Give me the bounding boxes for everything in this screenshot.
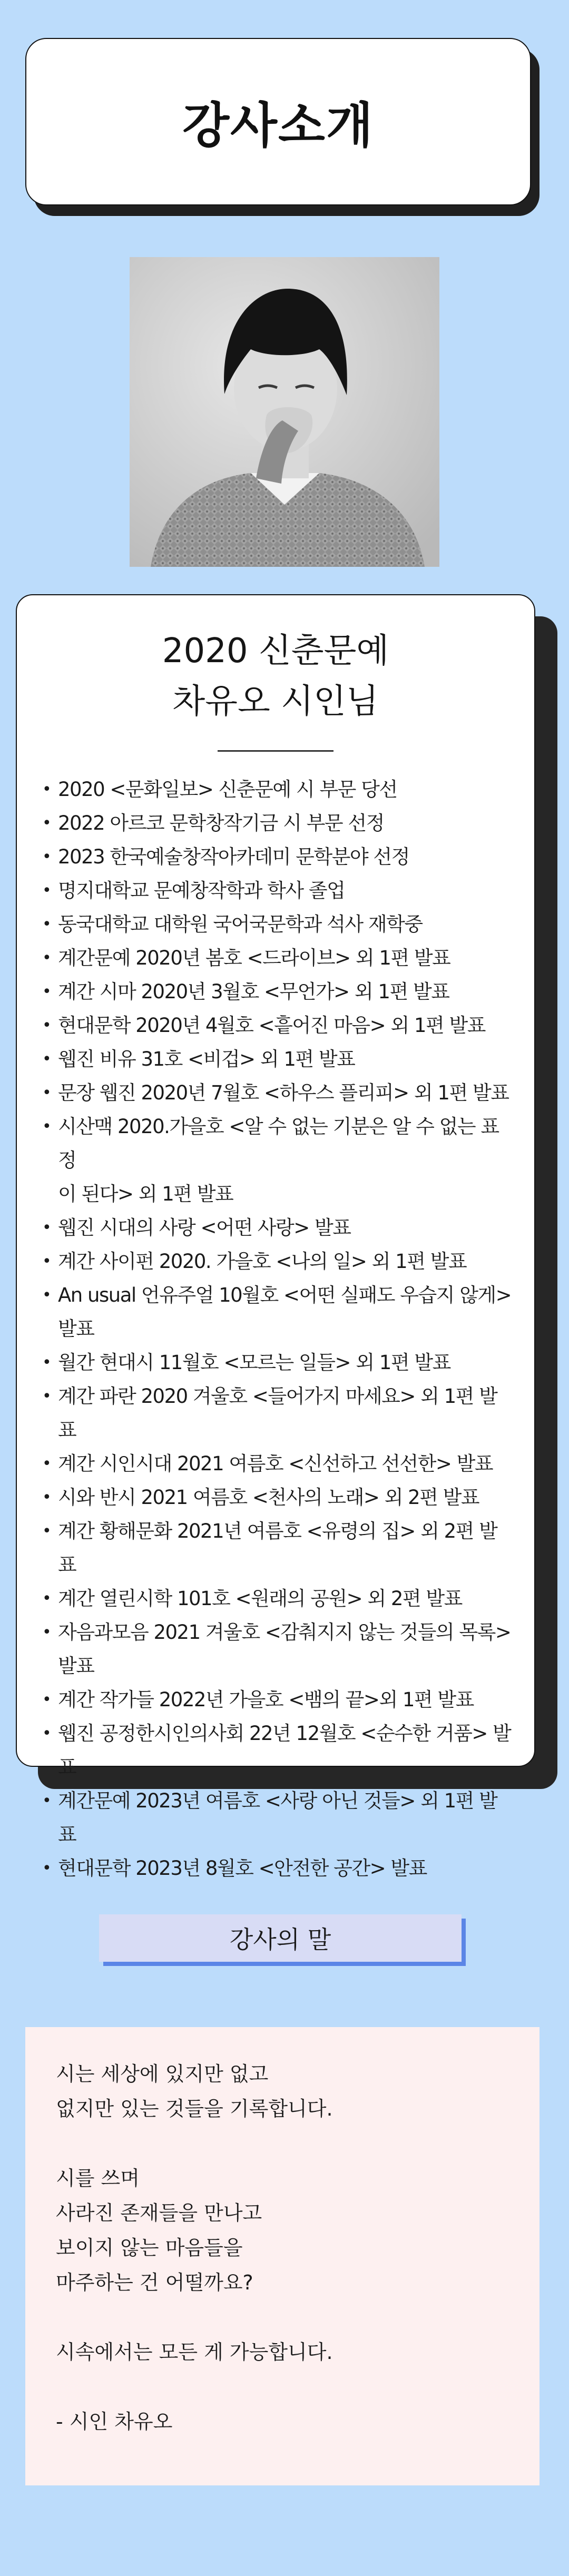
career-item-text: 웹진 비유 31호 <비겁> 외 1편 발표 [58, 1048, 355, 1070]
quote-line: 보이지 않는 마음들을 [56, 2236, 243, 2259]
quote-line [56, 2300, 509, 2335]
career-item-text: 웹진 공정한시인의사회 22년 12월호 <순수한 거품> 발표 [58, 1722, 511, 1778]
career-item-text: 시산맥 2020.가을호 <알 수 없는 기분은 알 수 없는 표정 [58, 1115, 499, 1172]
career-item-text: 동국대학교 대학원 국어국문학과 석사 재학중 [58, 913, 423, 936]
career-item-text: 2022 아르코 문학창작기금 시 부문 선정 [58, 812, 384, 834]
bullet-icon: • [42, 1488, 51, 1507]
instructor-name-block [17, 626, 534, 727]
bullet-icon: • [42, 1792, 51, 1810]
bullet-icon: • [42, 1084, 51, 1102]
words-heading: 강사의 말 [99, 1914, 462, 1962]
quote-line [56, 2369, 509, 2404]
career-item-text: 명지대학교 문예창작학과 학사 졸업 [58, 879, 345, 902]
career-item [42, 941, 513, 975]
career-item [42, 1447, 513, 1481]
instructor-award: 2020 신춘문예 [162, 632, 389, 671]
career-item-text: 계간 파란 2020 겨울호 <들어가지 마세요> 외 1편 발표 [58, 1385, 497, 1441]
career-item-text: 계간문예 2020년 봄호 <드라이브> 외 1편 발표 [58, 947, 450, 969]
career-item [42, 1043, 513, 1076]
instructor-photo [130, 257, 439, 567]
bullet-icon: • [42, 1016, 51, 1035]
bullet-icon: • [42, 1252, 51, 1271]
bullet-icon: • [42, 1859, 51, 1877]
instructor-portrait-image [130, 257, 439, 567]
divider [218, 750, 333, 752]
bullet-icon: • [42, 1387, 51, 1405]
bullet-icon: • [42, 848, 51, 866]
career-item [42, 1515, 513, 1582]
bullet-icon: • [42, 1353, 51, 1372]
bullet-icon: • [42, 1050, 51, 1068]
bullet-icon: • [42, 949, 51, 967]
bullet-icon: • [42, 1589, 51, 1608]
quote-line: 사라진 존재들을 만나고 [56, 2201, 262, 2225]
career-item [42, 975, 513, 1009]
career-item [42, 1110, 513, 1211]
bullet-icon: • [42, 1117, 51, 1136]
career-item-text: 계간문예 2023년 여름호 <사랑 아닌 것들> 외 1편 발표 [58, 1790, 497, 1846]
career-item-text: 계간 황해문화 2021년 여름호 <유령의 집> 외 2편 발표 [58, 1520, 497, 1576]
career-item-text: 계간 작가들 2022년 가을호 <뱀의 끝>외 1편 발표 [58, 1688, 474, 1711]
career-item-text: An usual 언유주얼 10월호 <어떤 실패도 우습지 않게> [58, 1284, 512, 1306]
quote-line: - 시인 차유오 [56, 2410, 173, 2433]
quote-line: 시는 세상에 있지만 없고 [56, 2062, 269, 2086]
career-item-text: 웹진 시대의 사랑 <어떤 사랑> 발표 [58, 1216, 351, 1239]
bullet-icon: • [42, 1690, 51, 1709]
career-item-text: 현대문학 2020년 4월호 <흩어진 마음> 외 1편 발표 [58, 1014, 485, 1037]
title-card-wrapper [25, 38, 542, 216]
bullet-icon: • [42, 1218, 51, 1237]
career-item [42, 840, 513, 874]
bullet-icon: • [42, 1454, 51, 1473]
career-item [42, 1852, 513, 1885]
bullet-icon: • [42, 881, 51, 900]
profile-card [16, 594, 535, 1880]
words-heading-wrapper [99, 1914, 466, 1967]
bullet-icon: • [42, 814, 51, 832]
career-item [42, 1582, 513, 1616]
quote-line: 시속에서는 모든 게 가능합니다. [56, 2341, 333, 2364]
quote-line: 없지만 있는 것들을 기록합니다. [56, 2097, 333, 2120]
career-item-text: 시와 반시 2021 여름호 <천사의 노래> 외 2편 발표 [58, 1486, 479, 1509]
career-item-text: 발표 [58, 1318, 94, 1340]
title-card [25, 38, 531, 205]
career-item-text: 2023 한국예술창작아카데미 문학분야 선정 [58, 845, 409, 868]
career-item-text: 이 된다> 외 1편 발표 [58, 1183, 233, 1205]
career-item-text: 문장 웹진 2020년 7월호 <하우스 플리피> 외 1편 발표 [58, 1081, 509, 1104]
career-item [42, 807, 513, 840]
career-item-text: 발표 [58, 1655, 94, 1677]
career-item [42, 1279, 513, 1346]
profile-card-wrapper [16, 594, 558, 1880]
career-item [42, 1380, 513, 1447]
bullet-icon: • [42, 780, 51, 799]
career-item-text: 현대문학 2023년 8월호 <안전한 공간> 발표 [58, 1857, 427, 1880]
career-item-text: 2020 <문화일보> 신춘문예 시 부문 당선 [58, 778, 397, 801]
career-item [42, 1211, 513, 1245]
career-item [42, 1616, 513, 1683]
career-item [42, 773, 513, 807]
career-item-text: 계간 사이펀 2020. 가을호 <나의 일> 외 1편 발표 [58, 1250, 467, 1273]
bullet-icon: • [42, 1724, 51, 1743]
career-item [42, 1346, 513, 1380]
career-item [42, 1784, 513, 1852]
career-item-text: 계간 시인시대 2021 여름호 <신선하고 선선한> 발표 [58, 1452, 493, 1475]
quote-line [56, 2126, 509, 2161]
instructor-name: 차유오 시인님 [172, 682, 379, 721]
career-item-text: 계간 열린시학 101호 <원래의 공원> 외 2편 발표 [58, 1587, 462, 1610]
bullet-icon: • [42, 1522, 51, 1540]
quote-line: 시를 쓰며 [56, 2167, 140, 2190]
quote-line: 마주하는 건 어떨까요? [56, 2271, 253, 2294]
career-list [17, 773, 534, 1885]
career-item [42, 1076, 513, 1110]
career-item [42, 1009, 513, 1043]
bullet-icon: • [42, 1623, 51, 1641]
page-title: 강사소개 [182, 97, 374, 154]
career-item [42, 908, 513, 941]
career-item-text: 월간 현대시 11월호 <모르는 일들> 외 1편 발표 [58, 1351, 450, 1374]
bullet-icon: • [42, 982, 51, 1001]
career-item [42, 1683, 513, 1717]
career-item-text: 자음과모음 2021 겨울호 <감춰지지 않는 것들의 목록> [58, 1621, 511, 1644]
career-item [42, 874, 513, 908]
career-item [42, 1481, 513, 1515]
bullet-icon: • [42, 1286, 51, 1304]
career-item [42, 1717, 513, 1784]
instructor-quote-box [25, 2027, 539, 2485]
bullet-icon: • [42, 915, 51, 933]
career-item-text: 계간 시마 2020년 3월호 <무언가> 외 1편 발표 [58, 980, 449, 1003]
career-item [42, 1245, 513, 1279]
